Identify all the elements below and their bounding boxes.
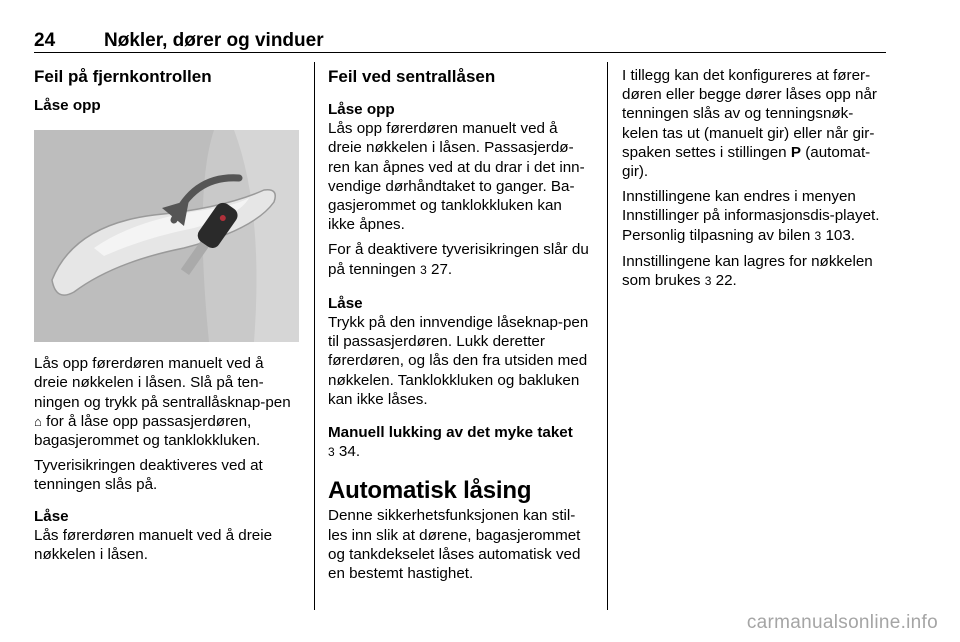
page-reference: 22. bbox=[715, 272, 737, 290]
col3-para3 bbox=[622, 252, 887, 291]
col2-heading: Feil ved sentrallåsen bbox=[328, 67, 496, 86]
col1-para1 bbox=[34, 354, 299, 450]
page-number: 24 bbox=[34, 30, 56, 51]
page-header bbox=[34, 30, 886, 52]
watermark: carmanualsonline.info bbox=[746, 612, 938, 633]
auto-locking-heading: Automatisk låsing bbox=[328, 477, 532, 505]
column-divider bbox=[314, 62, 315, 610]
col3-para1-text-b: (automat-gir). bbox=[622, 143, 871, 181]
col3-para2 bbox=[622, 187, 887, 246]
door-handle-illustration bbox=[34, 130, 299, 342]
column-2 bbox=[328, 66, 593, 583]
header-rule bbox=[34, 52, 886, 53]
reference-arrow-icon: 3 bbox=[814, 228, 822, 243]
page-reference: 103. bbox=[825, 226, 855, 244]
reference-arrow-icon: 3 bbox=[328, 445, 335, 460]
col3-para3-text: Innstillingene kan lagres for nøkkelen som brukes bbox=[622, 252, 873, 290]
unlock-icon: ⌂ bbox=[34, 413, 42, 429]
col2-subheading-unlock: Låse opp bbox=[328, 101, 395, 118]
col1-para2: Tyverisikringen deaktiveres ved at tenningen slås på. bbox=[34, 457, 263, 494]
page-reference: 34. bbox=[338, 443, 361, 461]
col1-para1-text-b: for å låse opp passasjerdøren, bagasjerommet og tanklokkluken. bbox=[34, 412, 261, 450]
col2-para2 bbox=[328, 240, 593, 279]
page-reference: 27. bbox=[431, 260, 453, 278]
column-divider bbox=[607, 62, 608, 610]
column-1 bbox=[34, 62, 299, 564]
col1-heading: Feil på fjernkontrollen bbox=[34, 67, 212, 86]
door-handle-key-figure bbox=[34, 130, 299, 342]
col1-subheading-unlock: Låse opp bbox=[34, 97, 101, 114]
col1-para3: Lås førerdøren manuelt ved å dreie nøkkelen i låsen. bbox=[34, 526, 273, 564]
col2-para2-text: For å deaktivere tyverisikringen slår du på tenningen bbox=[328, 241, 589, 278]
gear-position-p: P bbox=[790, 143, 801, 161]
col2-subheading-lock: Låse bbox=[328, 294, 363, 312]
col2-para3: Trykk på den innvendige låseknap-pen til passasjerdøren. Lukk deretter førerdøren, og lås den fra utsiden med nøkkelen. Tanklokkluken og bakluken kan ikke låses. bbox=[328, 314, 589, 408]
section-title: Nøkler, dører og vinduer bbox=[104, 30, 324, 51]
auto-locking-para: Denne sikkerhetsfunksjonen kan stil-les inn slik at dørene, bagasjerommet og tankdekselet låses automatisk ved en bestemt hastighet. bbox=[328, 507, 581, 583]
column-3 bbox=[622, 66, 887, 291]
col1-subheading-lock: Låse bbox=[34, 507, 69, 525]
col2-para1: Lås opp førerdøren manuelt ved å dreie nøkkelen i låsen. Passasjerdø-ren kan åpnes ved at du drar i det inn-vendige dørhåndtaket to ganger. Ba-gasjerommet og tanklokkluken kan ikke åpnes. bbox=[328, 120, 585, 234]
col3-para1-text-a: I tillegg kan det konfigureres at fører-døren eller begge dører låses opp når tenningen slås av og tenningsnøk-kelen tas ut (manuelt gir) eller når gir-spaken settes i stillingen bbox=[622, 67, 877, 161]
col3-para2-text: Innstillingene kan endres i menyen Innstillinger på informasjonsdis-playet. Personlig tilpasning av bilen bbox=[622, 188, 880, 244]
soft-top-heading: Manuell lukking av det myke taket bbox=[328, 424, 573, 442]
reference-arrow-icon: 3 bbox=[704, 274, 712, 289]
soft-top-ref bbox=[328, 442, 593, 462]
col1-para1-text-a: Lås opp førerdøren manuelt ved å dreie nøkkelen i låsen. Slå på ten-ningen og trykk på sentrallåsknap-pen bbox=[34, 355, 291, 411]
reference-arrow-icon: 3 bbox=[420, 262, 427, 277]
col3-para1 bbox=[622, 66, 887, 181]
